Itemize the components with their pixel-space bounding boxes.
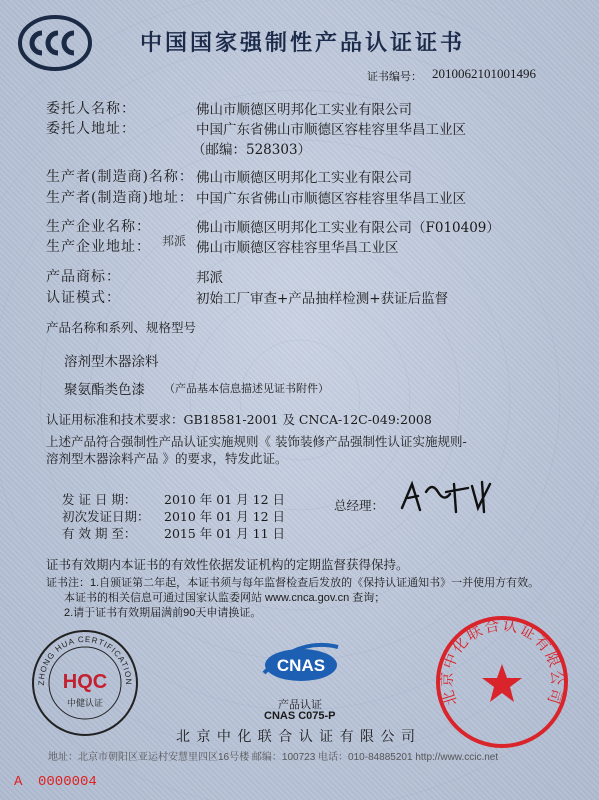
certificate-title: 中国国家强制性产品认证证书 — [140, 30, 466, 56]
product-item-2-note: （产品基本信息描述见证书附件） — [164, 382, 329, 395]
cert-mode-label: 认证模式： — [46, 290, 121, 306]
client-name-label: 委托人名称： — [46, 101, 136, 117]
product-item-2: 聚氨酯类色漆 — [64, 382, 145, 398]
manufacturer-address-label: 生产者(制造商)地址： — [46, 190, 194, 206]
signature-icon — [398, 478, 498, 518]
validity-note: 证书有效期内本证书的有效性依据发证机构的定期监督获得保持。 — [46, 557, 409, 572]
brand-label: 产品商标： — [46, 269, 121, 285]
hqc-cn-text: 中健认证 — [66, 699, 104, 709]
factory-name: 佛山市顺德区明邦化工实业有限公司（F010409） — [196, 220, 500, 236]
note-2: 2.请于证书有效期届满前90天申请换证。 — [64, 607, 262, 619]
factory-address: 佛山市顺德区容桂容里华昌工业区 — [196, 240, 399, 256]
first-issue-date-label: 初次发证日期： — [62, 509, 150, 524]
issuer-name: 北 京 中 化 联 合 认 证 有 限 公 司 — [176, 729, 416, 745]
product-item-1: 溶剂型木器涂料 — [64, 354, 159, 370]
svg-text:北京中化联合认证有限公司 — [438, 616, 567, 708]
first-issue-date: 2010 年 01 月 12 日 — [164, 509, 285, 524]
product-series-label: 产品名称和系列、规格型号 — [46, 320, 197, 335]
client-name: 佛山市顺德区明邦化工实业有限公司 — [196, 102, 412, 118]
cnas-logo-icon — [258, 633, 344, 693]
general-manager-label: 总经理： — [334, 498, 385, 513]
conformity-line-2: 溶剂型木器涂料产品 》的要求，特发此证。 — [46, 451, 288, 466]
manufacturer-name: 佛山市顺德区明邦化工实业有限公司 — [196, 170, 412, 186]
company-seal-icon — [432, 612, 572, 752]
cert-number-label: 证书编号： — [367, 70, 422, 83]
factory-stamp: 邦派 — [162, 234, 187, 248]
conformity-line-1: 上述产品符合强制性产品认证实施规则《 装饰装修产品强制性认证实施规则- — [46, 434, 467, 449]
serial-number: 0000004 — [38, 774, 97, 790]
client-address-label: 委托人地址： — [46, 121, 136, 137]
seal-text: 北京中化联合认证有限公司 — [437, 615, 567, 708]
standard-line: 认证用标准和技术要求：GB18581-2001 及 CNCA-12C-049:2008 — [46, 412, 432, 427]
hqc-logo-icon — [30, 628, 140, 738]
cert-mode: 初始工厂审查+产品抽样检测+获证后监督 — [196, 291, 449, 307]
cnas-label: 产品认证 — [278, 699, 322, 711]
cert-number: 2010062101001496 — [432, 66, 536, 81]
ccc-logo-icon — [18, 14, 92, 72]
factory-address-label: 生产企业地址： — [46, 239, 151, 255]
cnas-code: CNAS C075-P — [264, 710, 336, 722]
cnas-text: CNAS — [276, 656, 326, 675]
factory-name-label: 生产企业名称： — [46, 219, 151, 235]
client-postcode: （邮编：528303） — [192, 142, 312, 158]
manufacturer-name-label: 生产者(制造商)名称： — [46, 169, 194, 185]
issue-date: 2010 年 01 月 12 日 — [164, 492, 285, 507]
issue-date-label: 发 证 日 期： — [62, 492, 137, 507]
client-address: 中国广东省佛山市顺德区容桂容里华昌工业区 — [196, 122, 466, 138]
valid-until-label: 有 效 期 至： — [62, 526, 137, 541]
serial-prefix: A — [14, 774, 23, 790]
hqc-ring-text: ZHONG HUA CERTIFICATION — [36, 634, 134, 686]
note-1: 证书注：1.自颁证第二年起，本证书须与每年监督检查后发放的《保持认证通知书》一并使用方有效。 — [46, 577, 540, 589]
issuer-address: 地址：北京市朝阳区亚运村安慧里四区16号楼 邮编：100723 电话：010-84885201 http://www.ccic.net — [48, 752, 499, 763]
valid-until-date: 2015 年 01 月 11 日 — [164, 526, 285, 541]
brand: 邦派 — [196, 270, 223, 286]
note-1b: 本证书的相关信息可通过国家认监委网站 www.cnca.gov.cn 查询； — [64, 592, 386, 604]
svg-text:HQC: HQC — [62, 671, 108, 693]
manufacturer-address: 中国广东省佛山市顺德区容桂容里华昌工业区 — [196, 191, 466, 207]
